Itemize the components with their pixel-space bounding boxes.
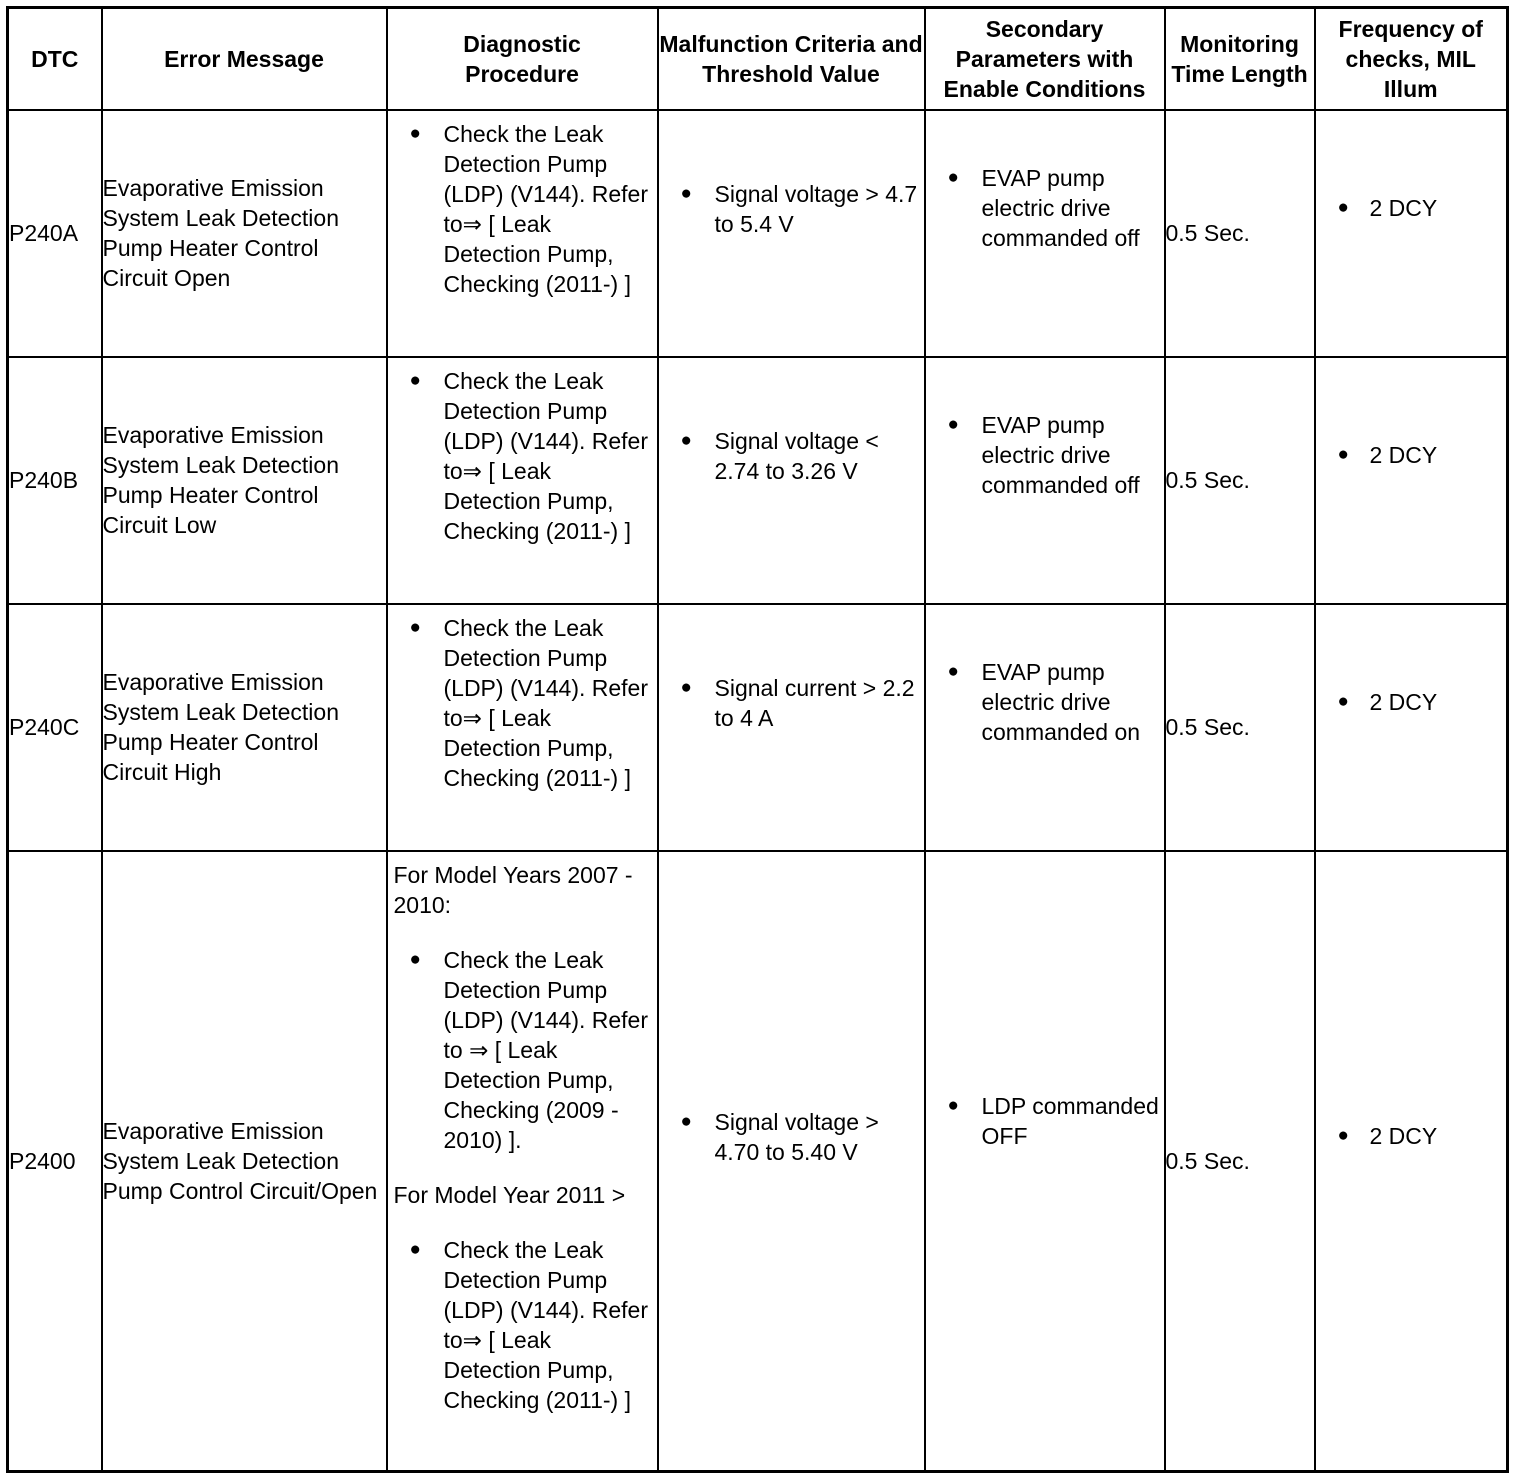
header-monitoring-time: Monitoring Time Length bbox=[1165, 8, 1315, 110]
header-row bbox=[8, 8, 1508, 110]
secondary-parameters bbox=[925, 604, 1165, 851]
diagnostic-procedure bbox=[387, 604, 658, 851]
criteria-bullet: ● Signal voltage > 4.7 to 5.4 V bbox=[659, 179, 924, 239]
frequency-bullet: ● 2 DCY bbox=[1316, 440, 1507, 470]
table-row bbox=[8, 604, 1508, 851]
table-row bbox=[8, 851, 1508, 1472]
secondary-bullet: ● EVAP pump electric drive commanded off bbox=[926, 163, 1164, 253]
dtc-code: P240C bbox=[8, 604, 102, 851]
dtc-code: P240A bbox=[8, 110, 102, 357]
secondary-parameters bbox=[925, 110, 1165, 357]
secondary-bullet: ● EVAP pump electric drive commanded on bbox=[926, 657, 1164, 747]
header-secondary-parameters: Secondary Parameters with Enable Conditions bbox=[925, 8, 1165, 110]
secondary-parameters bbox=[925, 357, 1165, 604]
frequency-bullet: ● 2 DCY bbox=[1316, 193, 1507, 223]
diagnostic-procedure bbox=[387, 110, 658, 357]
header-dtc: DTC bbox=[8, 8, 102, 110]
header-error-message: Error Message bbox=[102, 8, 387, 110]
frequency bbox=[1315, 110, 1508, 357]
monitoring-time: 0.5 Sec. bbox=[1165, 357, 1315, 604]
frequency bbox=[1315, 604, 1508, 851]
procedure-bullet: ● Check the Leak Detection Pump (LDP) (V144). Refer to⇒ [ Leak Detection Pump, Checking (2011-) ] bbox=[388, 1235, 657, 1415]
frequency-bullet: ● 2 DCY bbox=[1316, 1121, 1507, 1151]
procedure-note: For Model Years 2007 - 2010: bbox=[393, 861, 633, 918]
frequency-bullet: ● 2 DCY bbox=[1316, 687, 1507, 717]
dtc-code: P240B bbox=[8, 357, 102, 604]
frequency bbox=[1315, 357, 1508, 604]
procedure-bullet: ● Check the Leak Detection Pump (LDP) (V144). Refer to ⇒ [ Leak Detection Pump, Checking (2009 - 2010) ]. bbox=[388, 945, 657, 1155]
procedure-note: For Model Year 2011 > bbox=[393, 1181, 626, 1208]
error-message: Evaporative Emission System Leak Detection Pump Heater Control Circuit Open bbox=[102, 110, 387, 357]
criteria-bullet: ● Signal voltage < 2.74 to 3.26 V bbox=[659, 426, 924, 486]
procedure-bullet: ● Check the Leak Detection Pump (LDP) (V144). Refer to⇒ [ Leak Detection Pump, Checking (2011-) ] bbox=[388, 366, 657, 546]
header-frequency bbox=[1315, 8, 1508, 110]
table-row bbox=[8, 110, 1508, 357]
secondary-parameters bbox=[925, 851, 1165, 1472]
header-frequency-text: Frequency of checks, MIL Illum bbox=[1338, 15, 1483, 102]
header-malfunction-criteria: Malfunction Criteria and Threshold Value bbox=[658, 8, 925, 110]
monitoring-time: 0.5 Sec. bbox=[1165, 604, 1315, 851]
procedure-bullet: ● Check the Leak Detection Pump (LDP) (V144). Refer to⇒ [ Leak Detection Pump, Checking (2011-) ] bbox=[388, 613, 657, 793]
header-diagnostic-procedure bbox=[387, 8, 658, 110]
criteria-bullet: ● Signal voltage > 4.70 to 5.40 V bbox=[659, 1107, 924, 1167]
dtc-code: P2400 bbox=[8, 851, 102, 1472]
table-row bbox=[8, 357, 1508, 604]
diagnostic-procedure bbox=[387, 357, 658, 604]
frequency bbox=[1315, 851, 1508, 1472]
dtc-table bbox=[6, 6, 1509, 1473]
procedure-bullet: ● Check the Leak Detection Pump (LDP) (V144). Refer to⇒ [ Leak Detection Pump, Checking (2011-) ] bbox=[388, 119, 657, 299]
criteria-bullet: ● Signal current > 2.2 to 4 A bbox=[659, 673, 924, 733]
monitoring-time: 0.5 Sec. bbox=[1165, 851, 1315, 1472]
error-message: Evaporative Emission System Leak Detection Pump Heater Control Circuit High bbox=[102, 604, 387, 851]
diagnostic-procedure bbox=[387, 851, 658, 1472]
header-diagnostic-procedure-text: Diagnostic Procedure bbox=[463, 30, 581, 87]
error-message: Evaporative Emission System Leak Detection Pump Control Circuit/Open bbox=[102, 851, 387, 1472]
malfunction-criteria bbox=[658, 357, 925, 604]
malfunction-criteria bbox=[658, 604, 925, 851]
secondary-bullet: ● LDP commanded OFF bbox=[926, 1091, 1164, 1151]
secondary-bullet: ● EVAP pump electric drive commanded off bbox=[926, 410, 1164, 500]
malfunction-criteria bbox=[658, 110, 925, 357]
error-message: Evaporative Emission System Leak Detection Pump Heater Control Circuit Low bbox=[102, 357, 387, 604]
malfunction-criteria bbox=[658, 851, 925, 1472]
monitoring-time: 0.5 Sec. bbox=[1165, 110, 1315, 357]
